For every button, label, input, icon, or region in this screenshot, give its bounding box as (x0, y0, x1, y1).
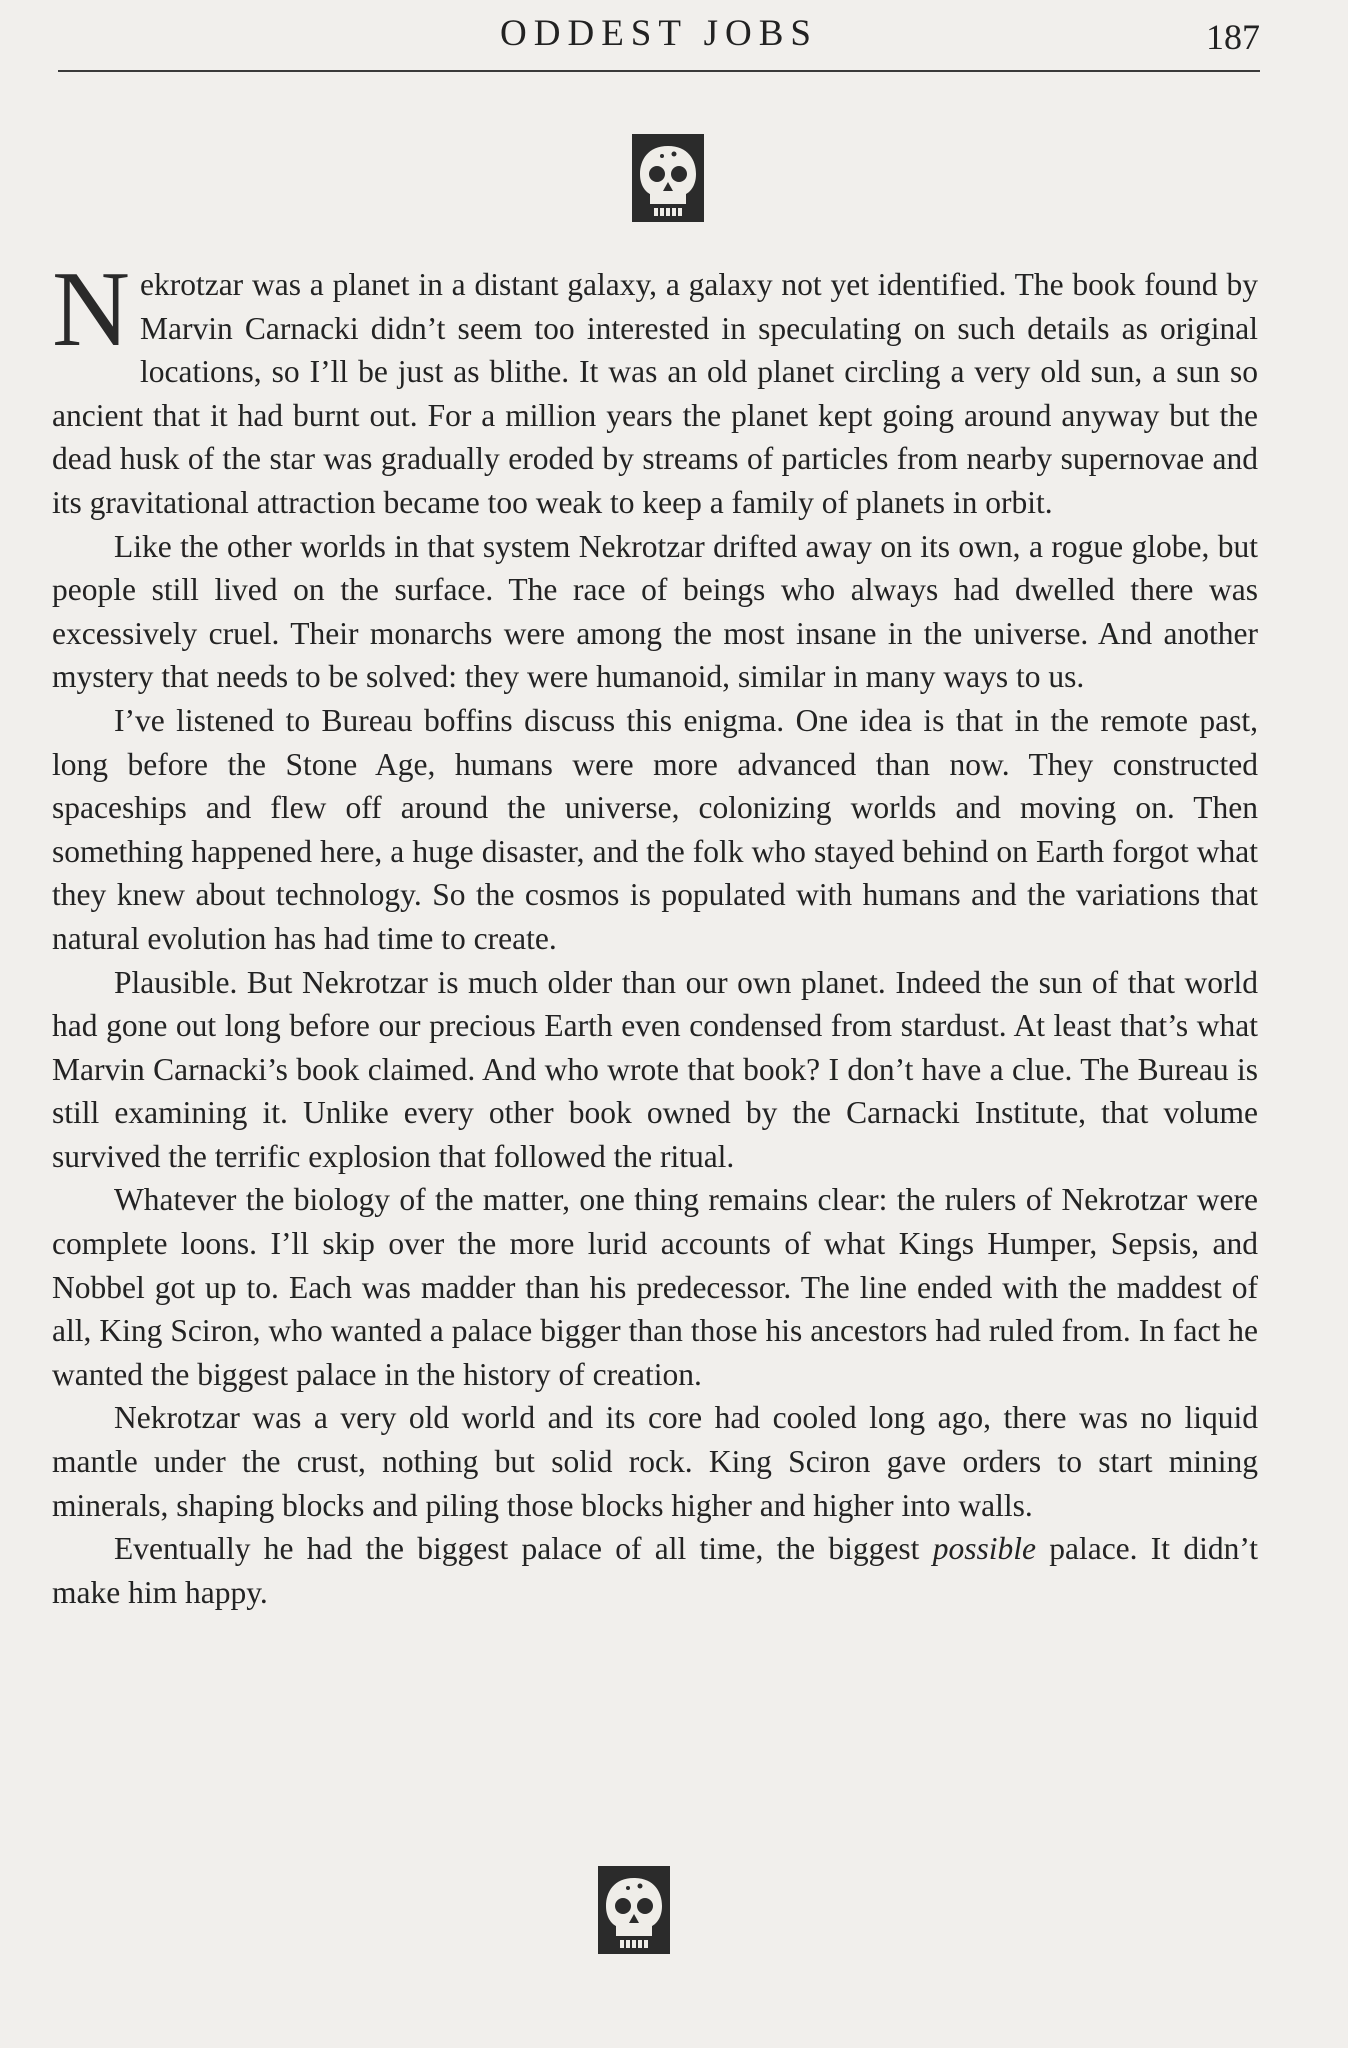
paragraph-4: Plausible. But Nekrotzar is much older than our own planet. Indeed the sun of that world had gone out long before our precious Earth even condensed from stardust. At least that’s what Marvin Carnacki’s book claimed. And who wrote that book? I don’t have a clue. The Bureau is still examining it. Unlike every other book owned by the Carnacki Institute, that volume survived the terrific explosion that followed the ritual. (52, 964, 1258, 1174)
chapter-body (52, 250, 1259, 1614)
running-title: ODDEST JOBS (500, 13, 818, 54)
paragraph-2: Like the other worlds in that system Nekrotzar drifted away on its own, a rogue globe, but people still lived on the surface. The race of beings who always had dwelled there was excessively cruel. Their monarchs were among the most insane in the universe. And another mystery that needs to be solved: they were humanoid, similar in many ways to us. (52, 528, 1258, 695)
paragraph-1-text: ekrotzar was a planet in a distant galaxy, a galaxy not yet identified. The book found by Marvin Carnacki didn’t seem too interested in speculating on such details as original locations, so I’ll be just as blithe. It was an old planet circling a very old sun, a sun so ancient that it had burnt out. For a million years the planet kept going around anyway but the dead husk of the star was gradually eroded by streams of particles from nearby supernovae and its gravitational attraction became too weak to keep a family of planets in orbit. (52, 267, 1258, 520)
paragraph-6: Nekrotzar was a very old world and its core had cooled long ago, there was no liquid mantle under the crust, nothing but solid rock. King Sciron gave orders to start mining minerals, shaping blocks and piling those blocks higher and higher into walls. (52, 1400, 1258, 1523)
skull-icon (632, 134, 704, 222)
skull-icon (598, 1866, 670, 1954)
paragraph-3: I’ve listened to Bureau boffins discuss this enigma. One idea is that in the remote past, long before the Stone Age, humans were more advanced than now. They constructed spaceships and flew off around the universe, colonizing worlds and moving on. Then something happened here, a huge disaster, and the folk who stayed behind on Earth forgot what they knew about technology. So the cosmos is populated with humans and the variations that natural evolution has had time to create. (52, 702, 1258, 956)
paragraph-7 (52, 1527, 1258, 1614)
paragraph-7-text-a: Eventually he had the biggest palace of all time, the biggest (114, 1531, 933, 1567)
paragraph-7-text-b: palace. It didn’t make him happy. (52, 1531, 1259, 1610)
header-rule (58, 70, 1260, 72)
paragraph-1 (52, 250, 1258, 525)
page-header (58, 8, 1260, 64)
paragraph-5: Whatever the biology of the matter, one thing remains clear: the rulers of Nekrotzar were complete loons. I’ll skip over the more lurid accounts of what Kings Humper, Sepsis, and Nobbel got up to. Each was madder than his predecessor. The line ended with the maddest of all, King Sciron, who wanted a palace bigger than those his ancestors had ruled from. In fact he wanted the biggest palace in the history of creation. (52, 1182, 1258, 1392)
drop-cap: N (52, 250, 130, 369)
page-number: 187 (1206, 17, 1260, 57)
emphasis-possible: possible (932, 1531, 1036, 1567)
